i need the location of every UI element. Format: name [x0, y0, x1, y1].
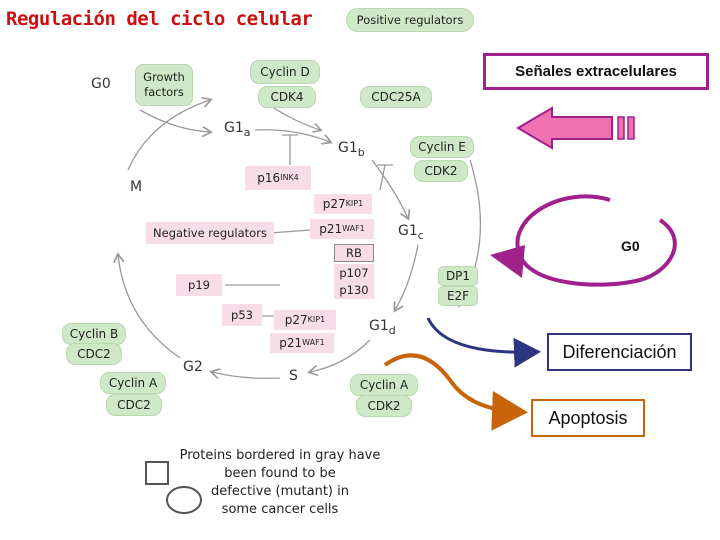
phase-g0: G0 [91, 76, 111, 92]
p27-bottom-sup: KIP1 [307, 314, 326, 324]
phase-g1a-main: G1 [224, 120, 244, 136]
phase-g1d-main: G1 [369, 318, 389, 334]
g1a-to-g1b-arrow [255, 130, 330, 142]
p107-box: p107 [334, 264, 374, 282]
p53-box: p53 [222, 304, 262, 326]
dp1-pill: DP1 [438, 266, 478, 286]
p21-bottom-box [270, 333, 334, 353]
e2f-pill: E2F [438, 286, 478, 306]
phase-g1a [224, 120, 251, 139]
cyclin-d-pill: Cyclin D [250, 60, 320, 84]
growth-factors-box [135, 64, 193, 106]
phase-g1b-main: G1 [338, 140, 358, 156]
p16-box [245, 166, 311, 190]
cdk2-e-pill: CDK2 [414, 160, 468, 182]
g0-loop-head [490, 245, 525, 278]
phase-s: S [289, 368, 298, 384]
cyclin-a-right-pill: Cyclin A [350, 374, 418, 396]
p16-sup: INK4 [280, 172, 299, 182]
senales-arrow [518, 108, 634, 148]
p19-box: p19 [176, 274, 222, 296]
phase-g1c [398, 223, 424, 242]
p21-top-sup: WAF1 [342, 223, 365, 233]
apoptosis-box: Apoptosis [531, 399, 645, 437]
phase-g2: G2 [183, 359, 203, 375]
phase-g1c-main: G1 [398, 223, 418, 239]
growth-factors-line-1: Growth [143, 70, 185, 84]
cdk2-a-pill: CDK2 [356, 395, 412, 417]
page-title: Regulación del ciclo celular [6, 8, 313, 30]
negative-regulators-label: Negative regulators [146, 222, 274, 244]
positive-regulators-label: Positive regulators [346, 8, 474, 32]
legend-square [146, 462, 168, 484]
p27-bottom-box [274, 310, 336, 330]
cyclin-a-left-pill: Cyclin A [100, 372, 166, 394]
g1b-to-g1c-arrow [372, 160, 408, 218]
p27-top-base: p27 [322, 197, 346, 211]
legend-text [172, 447, 388, 519]
p16-base: p16 [257, 171, 281, 185]
p27-bottom-base: p27 [284, 313, 308, 327]
phase-g1d-sub: d [388, 323, 396, 337]
phase-m: M [130, 179, 143, 195]
legend-line-2: been found to be [224, 466, 336, 481]
g0-loop-label: G0 [621, 238, 640, 254]
p21-bottom-sup: WAF1 [302, 337, 325, 347]
p27-top-box [314, 194, 372, 214]
g0-to-g1-arrow [140, 110, 210, 132]
p21-top-box [310, 219, 374, 239]
legend-line-1: Proteins bordered in gray have [179, 448, 381, 463]
phase-g1a-sub: a [243, 125, 251, 139]
cdc2-a-pill: CDC2 [106, 394, 162, 416]
p21-top-base: p21 [319, 222, 343, 236]
cyclin-b-pill: Cyclin B [62, 323, 126, 345]
senales-extracelulares-box: Señales extracelulares [483, 53, 709, 90]
g0-loop-arrow [517, 196, 674, 284]
phase-g1b-sub: b [357, 145, 365, 159]
negative-to-p21-line [270, 230, 310, 233]
legend-line-3: defective (mutant) in [211, 484, 349, 499]
phase-g1d [369, 318, 396, 337]
p130-box: p130 [334, 281, 374, 299]
diferenciacion-box: Diferenciación [547, 333, 692, 371]
p21-bottom-base: p21 [279, 336, 303, 350]
growth-factors-line-2: factors [144, 85, 184, 99]
cdc2-b-pill: CDC2 [66, 343, 122, 365]
rb-box: RB [334, 244, 374, 262]
legend-line-4: some cancer cells [221, 502, 339, 517]
cdk4-pill: CDK4 [258, 86, 316, 108]
s-to-g2-arrow [212, 372, 280, 378]
phase-g1b [338, 140, 365, 159]
phase-g1c-sub: c [417, 228, 424, 242]
p27-top-sup: KIP1 [345, 198, 364, 208]
p16-inhibition [282, 135, 298, 165]
g1c-to-g1d-arrow [395, 245, 418, 310]
cdc25a-pill: CDC25A [360, 86, 432, 108]
diferenciacion-arrow [428, 318, 535, 352]
g2-to-m-arc [118, 255, 180, 358]
cyclin-e-pill: Cyclin E [410, 136, 474, 158]
